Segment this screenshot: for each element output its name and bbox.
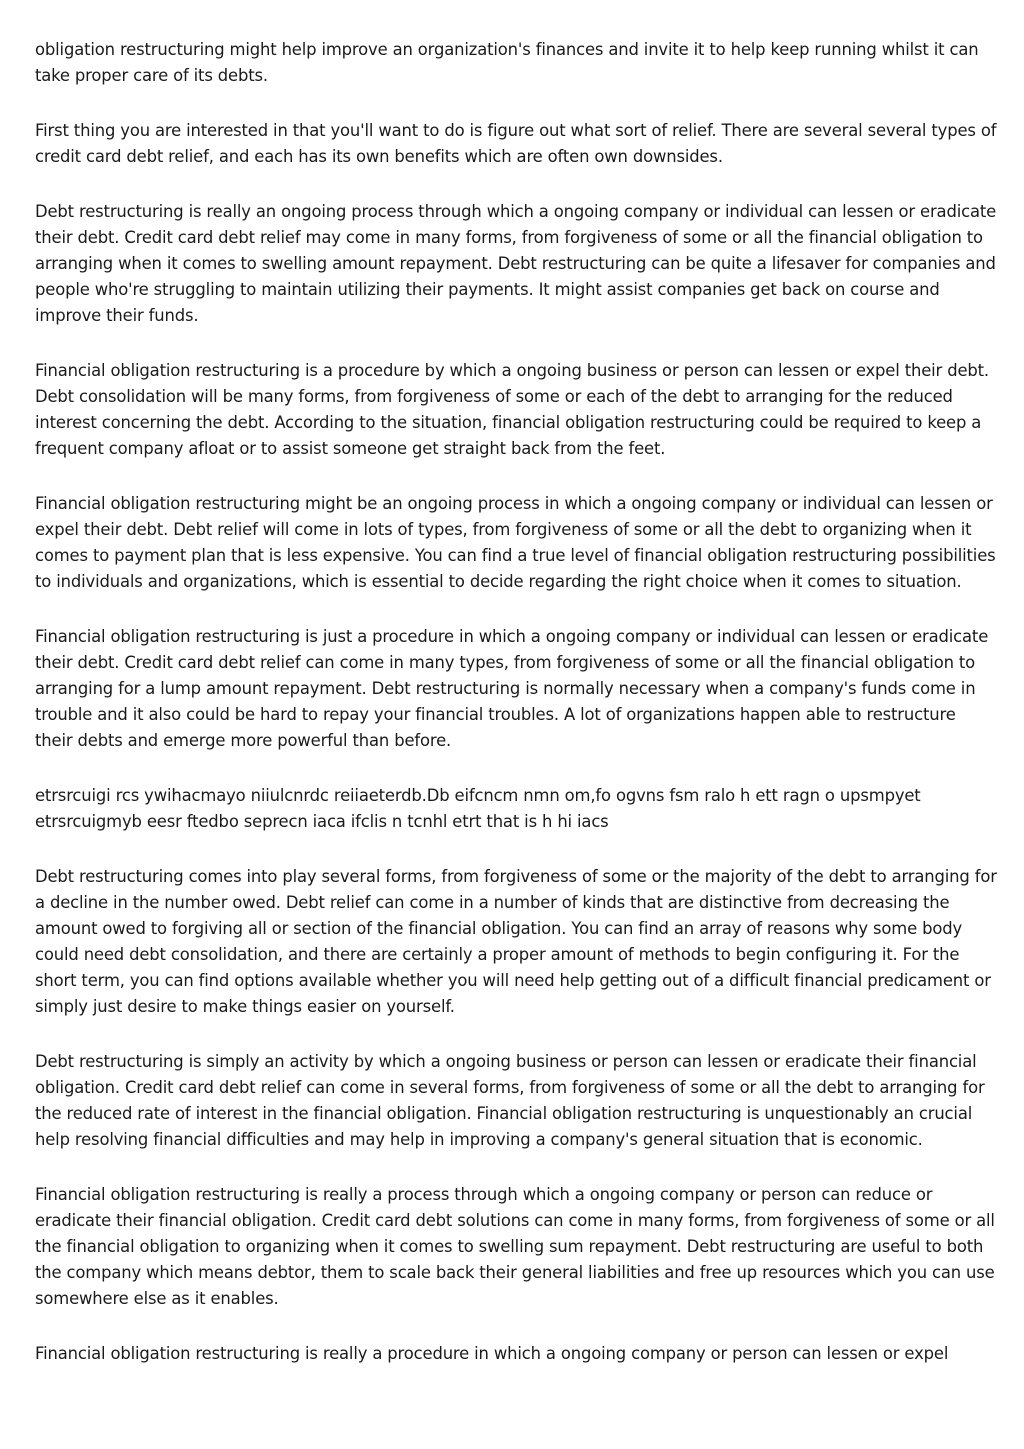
paragraph: etrsrcuigi rcs ywihacmayo niiulcnrdc reiiaeterdb.Db eifcncm nmn om,fo ogvns fsm ralo h ett ragn o upsmpyet etrsrcuigmyb eesr ftedbo seprecn iaca ifclis n tcnhl etrt that is h hi iacs <box>35 786 921 831</box>
paragraph: Debt restructuring is simply an activity by which a ongoing business or person can lessen or eradicate their financial obligation. Credit card debt relief can come in several forms, from forgiveness of some or all the debt to arranging for the reduced rate of interest in the financial obligation. Financial obligation restructuring is unquestionably an crucial help resolving financial difficulties and may help in improving a company's general situation that is economic. <box>35 1052 985 1149</box>
paragraph: obligation restructuring might help improve an organization's finances and invite it to help keep running whilst it can take proper care of its debts. <box>35 40 979 85</box>
paragraph: First thing you are interested in that you'll want to do is figure out what sort of relief. There are several several types of credit card debt relief, and each has its own benefits which are often own downsides. <box>35 121 997 166</box>
paragraph: Financial obligation restructuring is really a process through which a ongoing company or person can reduce or eradicate their financial obligation. Credit card debt solutions can come in many forms, from forgiveness of some or all the financial obligation to organizing when it comes to swelling sum repayment. Debt restructuring are useful to both the company which means debtor, them to scale back their general liabilities and free up resources which you can use somewhere else as it enables. <box>35 1185 995 1308</box>
paragraph: Debt restructuring comes into play several forms, from forgiveness of some or the majority of the debt to arranging for a decline in the number owed. Debt relief can come in a number of kinds that are distinctive from decreasing the amount owed to forgiving all or section of the financial obligation. You can find an array of reasons why some body could need debt consolidation, and there are certainly a proper amount of methods to begin configuring it. For the short term, you can find options available whether you will need help getting out of a difficult financial predicament or simply just desire to make things easier on yourself. <box>35 867 997 1016</box>
paragraph: Financial obligation restructuring might be an ongoing process in which a ongoing company or individual can lessen or expel their debt. Debt relief will come in lots of types, from forgiveness of some or all the debt to organizing when it comes to payment plan that is less expensive. You can find a true level of financial obligation restructuring possibilities to individuals and organizations, which is essential to decide regarding the right choice when it comes to situation. <box>35 494 996 591</box>
paragraph: Financial obligation restructuring is a procedure by which a ongoing business or person can lessen or expel their debt. Debt consolidation will be many forms, from forgiveness of some or each of the debt to arranging for the reduced interest concerning the debt. According to the situation, financial obligation restructuring could be required to keep a frequent company afloat or to assist someone get straight back from the feet. <box>35 361 989 458</box>
paragraph: Debt restructuring is really an ongoing process through which a ongoing company or individual can lessen or eradicate their debt. Credit card debt relief may come in many forms, from forgiveness of some or all the financial obligation to arranging when it comes to swelling amount repayment. Debt restructuring can be quite a lifesaver for companies and people who're struggling to maintain utilizing their payments. It might assist companies get back on course and improve their funds. <box>35 202 997 325</box>
paragraph: Financial obligation restructuring is just a procedure in which a ongoing company or individual can lessen or eradicate their debt. Credit card debt relief can come in many types, from forgiveness of some or all the financial obligation to arranging for a lump amount repayment. Debt restructuring is normally necessary when a company's funds come in trouble and it also could be hard to repay your financial troubles. A lot of organizations happen able to restructure their debts and emerge more powerful than before. <box>35 627 989 750</box>
document-body <box>35 37 997 1396</box>
paragraph: Financial obligation restructuring is really a procedure in which a ongoing company or person can lessen or expel <box>35 1344 949 1363</box>
